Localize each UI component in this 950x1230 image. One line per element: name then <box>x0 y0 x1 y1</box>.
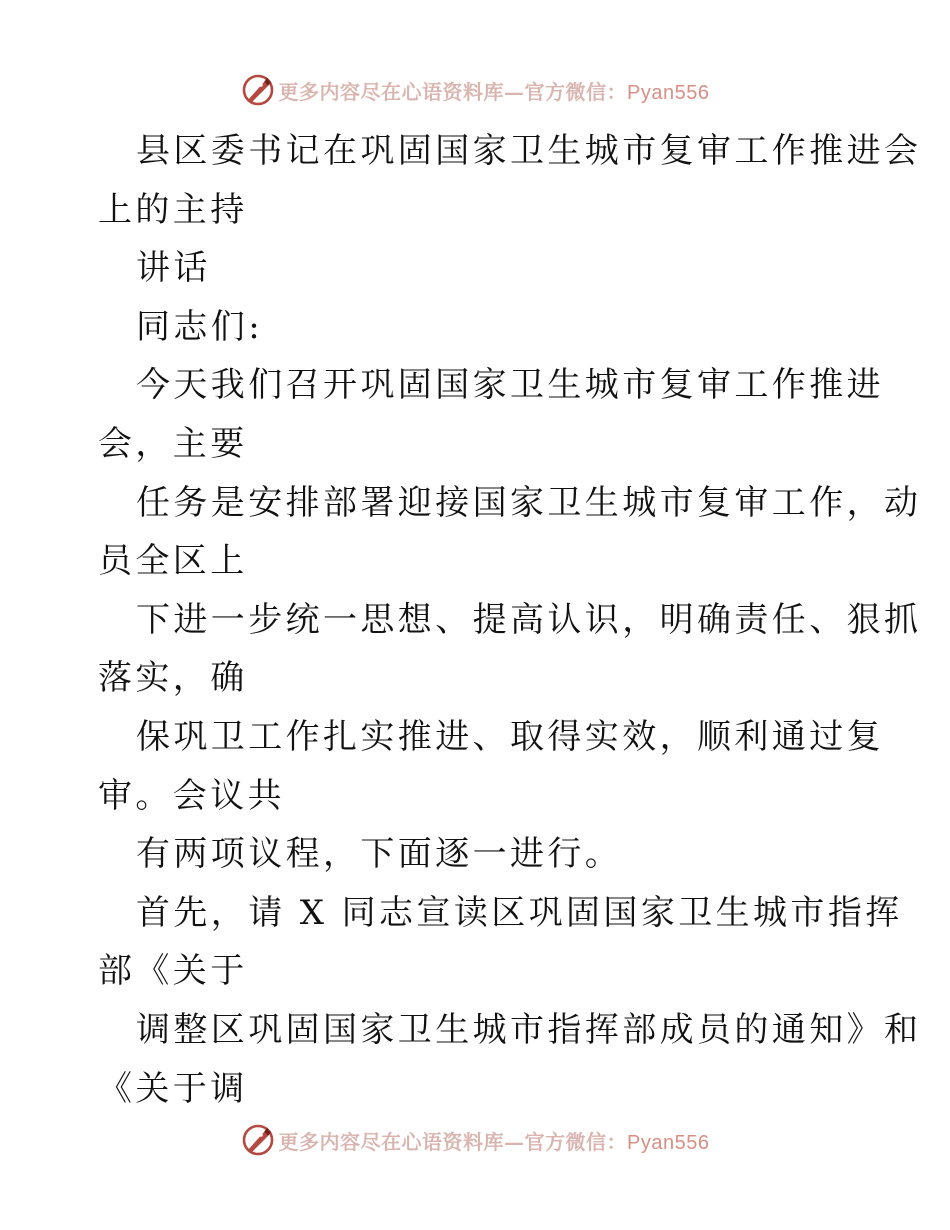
watermark-text: 更多内容尽在心语资料库—官方微信：Pyan556 <box>278 79 710 104</box>
text-line: 员全区上 <box>98 541 248 582</box>
text-line: 调整区巩固国家卫生城市指挥部成员的通知》和 <box>136 1009 922 1050</box>
pen-logo-icon <box>241 73 275 107</box>
text-line: 上的主持 <box>98 189 248 230</box>
footer-watermark <box>0 1120 950 1160</box>
text-line: 保巩卫工作扎实推进、取得实效，顺利通过复 <box>136 716 884 757</box>
document-body <box>0 122 950 1118</box>
text-line: 《关于调 <box>98 1068 248 1109</box>
header-watermark <box>0 70 950 110</box>
text-line: 部《关于 <box>98 951 248 992</box>
pen-logo-icon <box>241 1123 275 1157</box>
text-line: 任务是安排部署迎接国家卫生城市复审工作，动 <box>136 482 922 523</box>
text-line: 落实，确 <box>98 658 248 699</box>
text-line: 讲话 <box>136 248 211 289</box>
text-line: 县区委书记在巩固国家卫生城市复审工作推进会 <box>136 131 922 171</box>
text-line: 审。会议共 <box>98 775 285 816</box>
watermark-text: 更多内容尽在心语资料库—官方微信：Pyan556 <box>278 1129 710 1154</box>
text-line: 今天我们召开巩固国家卫生城市复审工作推进 <box>136 365 884 406</box>
text-line: 同志们: <box>136 306 264 347</box>
text-line: 有两项议程，下面逐一进行。 <box>136 834 623 875</box>
watermark-handle: Pyan556 <box>627 81 710 104</box>
text-line: 会，主要 <box>98 423 248 464</box>
text-line: 下进一步统一思想、提高认识，明确责任、狠抓 <box>136 599 922 640</box>
watermark-handle: Pyan556 <box>627 1131 710 1154</box>
text-line: 首先，请 X 同志宣读区巩固国家卫生城市指挥 <box>136 892 903 933</box>
